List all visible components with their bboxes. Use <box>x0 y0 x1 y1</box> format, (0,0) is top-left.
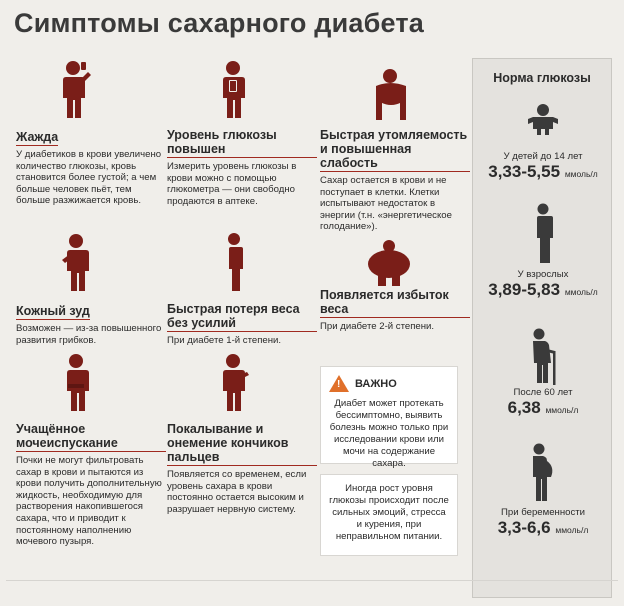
overweight-person-icon <box>364 238 414 288</box>
note-text: Иногда рост уровня глюкозы происходит после сильных эмоций, стресса и курения, при неправильном питании. <box>329 483 449 542</box>
norm-value: 3,89-5,83 <box>488 280 561 299</box>
adult-icon <box>531 203 555 265</box>
norm-unit: ммоль/л <box>564 287 598 297</box>
warning-icon: ! <box>329 375 349 392</box>
elderly-icon <box>527 327 561 385</box>
symptom-text: Измерить уровень глюкозы в крови можно с помощью глюкометра — они свободно продаются в аптеке. <box>167 161 297 207</box>
symptom-title: Жажда <box>16 130 59 144</box>
norm-value: 3,3-6,6 <box>497 518 551 537</box>
baby-icon <box>528 103 558 137</box>
warning-label: ВАЖНО <box>355 377 397 390</box>
norm-unit: ммоль/л <box>564 169 598 179</box>
drinking-person-icon <box>56 58 96 120</box>
norm-label: После 60 лет <box>513 387 573 398</box>
symptom-title: Учащённое мочеиспускание <box>16 422 166 452</box>
symptom-text: Возможен — из-за повышенного развития грибков. <box>16 323 162 346</box>
norm-title: Норма глюкозы <box>493 71 591 85</box>
symptom-title: Уровень глюкозы повышен <box>167 128 317 158</box>
bottom-divider <box>6 580 618 581</box>
urination-person-icon <box>56 352 96 414</box>
pregnant-icon <box>527 443 557 503</box>
norm-label: У взрослых <box>517 269 569 280</box>
numbness-person-icon <box>215 352 255 414</box>
symptom-text: У диабетиков в крови увеличено количество глюкозы, кровь становится более густой; а чем больше человек пьёт, тем больше разжижается кровь. <box>16 149 162 207</box>
symptom-text: Появляется со временем, если уровень сахара в крови постоянно остается высоким и разрушает нервную систему. <box>167 469 307 515</box>
page-title: Симптомы сахарного диабета <box>14 8 425 38</box>
symptom-text: При диабете 2-й степени. <box>320 321 435 332</box>
warning-text: Диабет может протекать бессимптомно, выявить болезнь можно только при исследовании крови или мочи на содержание сахара. <box>329 398 449 469</box>
symptom-title: Покалывание и онемение кончиков пальцев <box>167 422 317 466</box>
symptom-title: Появляется избыток веса <box>320 288 470 318</box>
symptom-title: Быстрая утомляемость и повышенная слабость <box>320 128 470 172</box>
note-box <box>320 474 458 556</box>
itching-person-icon <box>56 232 96 294</box>
thin-person-icon <box>219 232 249 294</box>
tired-person-icon <box>368 64 414 126</box>
norm-unit: ммоль/л <box>545 405 579 415</box>
symptom-text: Почки не могут фильтровать сахар в крови и пытаются из крови получить дополнительную жидкость, необходимую для растворения накопившегося сахара, что и приводит к постоянному наполнению мочевого пузыря. <box>16 455 162 548</box>
norm-label: У детей до 14 лет <box>503 151 583 162</box>
symptom-title: Кожный зуд <box>16 304 90 318</box>
norm-label: При беременности <box>500 507 586 518</box>
glucose-norm-panel <box>472 58 612 598</box>
norm-unit: ммоль/л <box>555 525 589 535</box>
warning-box <box>320 366 458 469</box>
symptom-text: Сахар остается в крови и не поступает в клетки. Клетки испытывают недостаток в энергии (т.н. «энергетическое голодание»). <box>320 175 452 233</box>
symptom-text: При диабете 1-й степени. <box>167 335 282 346</box>
norm-value: 6,38 <box>507 398 541 417</box>
phone-person-icon <box>215 58 255 120</box>
symptom-title: Быстрая потеря веса без усилий <box>167 302 317 332</box>
norm-value: 3,33-5,55 <box>488 162 561 181</box>
